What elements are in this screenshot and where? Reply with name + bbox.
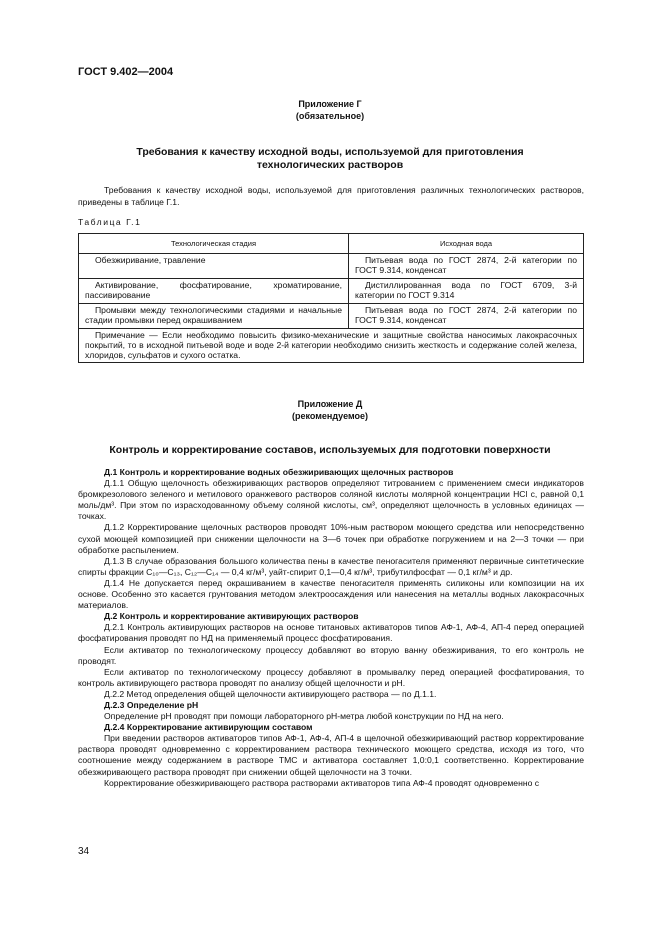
- subsection-heading: Д.2 Контроль и корректирование активирующих растворов: [104, 611, 359, 622]
- appendix-d-heading: [80, 398, 580, 422]
- section-d-title: Контроль и корректирование составов, используемых для подготовки поверхности: [109, 444, 551, 456]
- appendix-g-heading: [80, 98, 580, 122]
- section-g-title: [80, 146, 580, 172]
- body-paragraph: Если активатор по технологическому процессу добавляют в промывалку перед операцией фосфатирования, то контроль активирующего раствора проводят по анализу общей щелочности и pH.: [78, 666, 584, 688]
- body-paragraph: Д.1.3 В случае образования большого количества пены в качестве пеногасителя применяют первичные синтетические спирты фракции C₁₀—C₁₃, C₁₂—C₁₄ — 0,4 кг/м³, уайт-спирит 0,1—0,4 кг/м³, трибутилфосфат — 0,1 кг/м³ и др.: [78, 555, 584, 577]
- body-paragraph: При введении растворов активаторов типов АФ-1, АФ-4, АП-4 в щелочной обезжиривающий раствор корректирование раствора проводят одновременно с корректированием раствора технического моющего средства, исходя из того, что соотношение между содержанием в растворе ТМС и активатора составляет 1,0:0,1 соответственно. Корректирование обезжиривающего раствора проводят при снижении общей щелочности на 3 точки.: [78, 733, 584, 777]
- appendix-g-title: Приложение Г: [298, 99, 362, 109]
- column-header-stage: Технологическая стадия: [79, 234, 349, 254]
- table-cell: Питьевая вода по ГОСТ 2874, 2-й категории по ГОСТ 9.314, конденсат: [349, 304, 584, 329]
- body-paragraph: Если активатор по технологическому процессу добавляют во вторую ванну обезжиривания, то его контроль не проводят.: [78, 644, 584, 666]
- subsection-heading: Д.1 Контроль и корректирование водных обезжиривающих щелочных растворов: [104, 467, 454, 477]
- appendix-d-title: Приложение Д: [297, 399, 363, 409]
- table-cell: Дистиллированная вода по ГОСТ 6709, 3-й категории по ГОСТ 9.314: [349, 279, 584, 304]
- section-g-intro: Требования к качеству исходной воды, используемой для приготовления различных технологических растворов, приведены в таблице Г.1.: [78, 185, 584, 207]
- table-cell: Обезжиривание, травление: [79, 254, 349, 279]
- appendix-d-status: (рекомендуемое): [292, 411, 368, 421]
- table-note: Примечание — Если необходимо повысить физико-механические и защитные свойства наносимых лакокрасочных покрытий, то в исходной питьевой воде и воде 2-й категории необходимо снизить жесткость и содержание солей железа, хлоридов, сульфатов и сухого остатка.: [79, 329, 584, 363]
- column-header-water: Исходная вода: [349, 234, 584, 254]
- page-number: 34: [78, 846, 90, 857]
- table-caption: Таблица Г.1: [78, 217, 142, 227]
- section-g-title-line2: технологических растворов: [256, 159, 404, 171]
- table-row: [79, 279, 584, 304]
- body-paragraph: Д.1.4 Не допускается перед окрашиванием в качестве пеногасителя применять силиконы или композиции на их основе. Особенно это касается грунтования методом электроосаждения или нанесения на металлы водных лакокрасочных материалов.: [78, 577, 584, 611]
- table-cell: Активирование, фосфатирование, хроматирование, пассивирование: [79, 279, 349, 304]
- body-paragraph: Д.1.2 Корректирование щелочных растворов проводят 10%-ным раствором моющего средства или непосредственно сухой моющей композицией при снижении щелочности на 3—6 точек при обработке погружением и на 2—3 точки — при обработке распылением.: [78, 522, 584, 555]
- standard-header: ГОСТ 9.402—2004: [78, 66, 174, 78]
- body-paragraph: Д.2.1 Контроль активирующих растворов на основе титановых активаторов типов АФ-1, АФ-4, АП-4 перед операцией фосфатирования проводят по НД на применяемый процесс фосфатирования.: [78, 622, 584, 644]
- body-paragraph: Д.2.2 Метод определения общей щелочности активирующего раствора — по Д.1.1.: [104, 688, 437, 699]
- water-quality-table: [78, 233, 584, 363]
- table-row: [79, 254, 584, 279]
- subsection-heading: Д.2.4 Корректирование активирующим составом: [104, 722, 313, 733]
- table-cell: Промывки между технологическими стадиями и начальные стадии промывки перед окрашиванием: [79, 304, 349, 329]
- table-note-row: [79, 329, 584, 363]
- subsection-heading: Д.2.3 Определение pH: [104, 699, 199, 710]
- table-cell: Питьевая вода по ГОСТ 2874, 2-й категории по ГОСТ 9.314, конденсат: [349, 254, 584, 279]
- appendix-g-status: (обязательное): [295, 111, 365, 121]
- body-paragraph: Определение pH проводят при помощи лабораторного pH-метра любой конструкции по НД на него.: [104, 711, 504, 722]
- body-paragraph: Корректирование обезжиривающего раствора растворами активаторов типа АФ-4 проводят одновременно с: [104, 777, 540, 788]
- body-paragraph: Д.1.1 Общую щелочность обезжиривающих растворов определяют титрованием с применением смеси индикаторов бромкрезолового зеленого и метилового оранжевого растворов соляной кислоты молярной концентрации HCl с, равной 0,1 моль/дм³. При этом по израсходованному объему соляной кислоты, см³, определяют щелочность в условных единицах — точках.: [78, 478, 584, 522]
- section-g-title-line1: Требования к качеству исходной воды, используемой для приготовления: [136, 146, 524, 158]
- table-header-row: [79, 234, 584, 254]
- table-row: [79, 304, 584, 329]
- section-d-body: [78, 467, 584, 789]
